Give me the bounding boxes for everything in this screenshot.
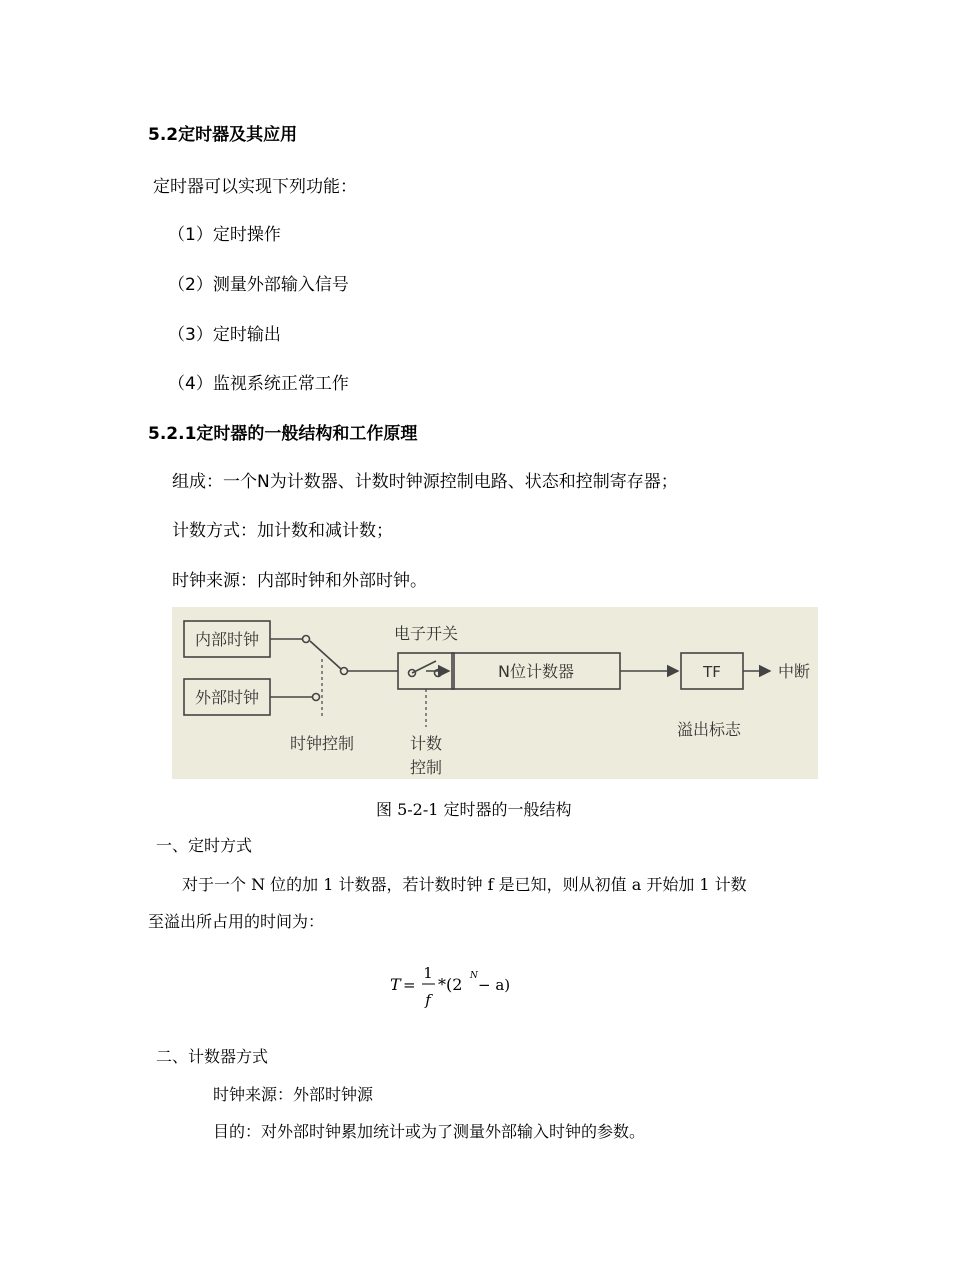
figure-caption: 图 5-2-1 定时器的一般结构 — [376, 800, 572, 819]
function-item-3: （3）定时输出 — [168, 325, 281, 345]
count-mode-text: 计数方式：加计数和减计数； — [172, 521, 393, 541]
n-bit-counter-label: N位计数器 — [498, 662, 574, 681]
formula-numerator: 1 — [423, 964, 433, 982]
external-clock-label: 外部时钟 — [194, 688, 260, 707]
formula-equals: = — [403, 976, 416, 994]
function-item-1: （1）定时操作 — [168, 225, 281, 245]
formula-exponent: N — [470, 971, 478, 981]
electronic-switch-label: 电子开关 — [393, 624, 459, 643]
function-item-4: （4）监视系统正常工作 — [168, 374, 349, 394]
clock-source-text: 时钟来源：内部时钟和外部时钟。 — [172, 571, 427, 591]
timing-mode-para-line-2: 至溢出所占用的时间为： — [148, 912, 325, 931]
section-title-5-2-1: 5.2.1定时器的一般结构和工作原理 — [148, 424, 418, 444]
count-control-label-2: 控制 — [409, 758, 443, 777]
clock-control-label: 时钟控制 — [289, 734, 355, 753]
timer-structure-diagram-right — [172, 607, 818, 779]
internal-clock-label: 内部时钟 — [194, 630, 260, 649]
formula-denominator: f — [425, 991, 431, 1009]
function-item-2: （2）测量外部输入信号 — [168, 275, 349, 295]
formula-body: *(2 — [438, 975, 463, 994]
formula-tail: − a) — [478, 976, 511, 994]
formula-lhs: T — [390, 975, 401, 994]
composition-text: 组成：一个N为计数器、计数时钟源控制电路、状态和控制寄存器； — [172, 472, 678, 492]
timer-formula — [390, 960, 530, 1016]
tf-label: TF — [703, 663, 721, 681]
counter-purpose: 目的：对外部时钟累加统计或为了测量外部输入时钟的参数。 — [213, 1122, 646, 1141]
overflow-flag-label: 溢出标志 — [676, 720, 742, 739]
functions-intro: 定时器可以实现下列功能： — [153, 177, 357, 197]
count-control-label-1: 计数 — [409, 734, 443, 753]
counter-clock-source: 时钟来源：外部时钟源 — [213, 1085, 374, 1104]
interrupt-label: 中断 — [777, 662, 811, 681]
section-title-5-2: 5.2定时器及其应用 — [148, 125, 298, 145]
counter-mode-heading: 二、计数器方式 — [156, 1047, 269, 1066]
timing-mode-para-line-1: 对于一个 N 位的加 1 计数器，若计数时钟 f 是已知，则从初值 a 开始加 1 计数 — [182, 875, 747, 894]
timing-mode-heading: 一、定时方式 — [156, 836, 253, 855]
